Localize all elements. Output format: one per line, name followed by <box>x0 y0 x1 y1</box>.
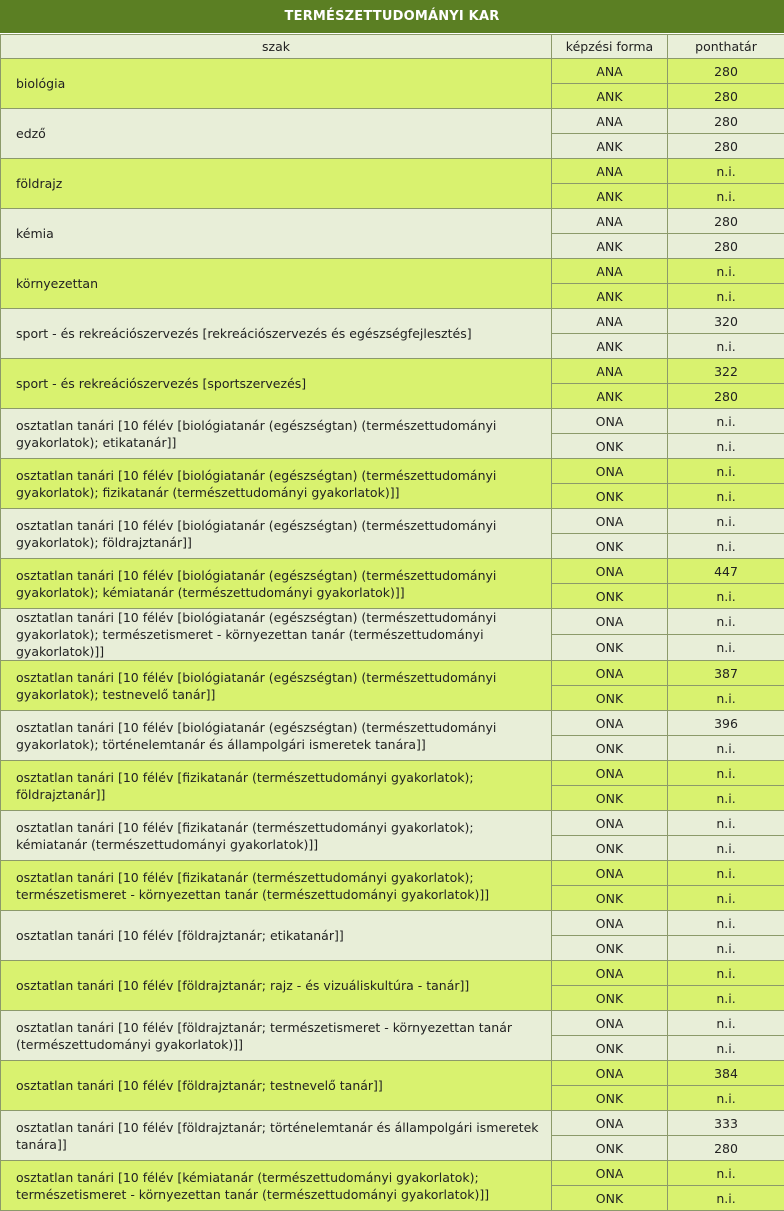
szak-cell: osztatlan tanári [10 félév [földrajztanár; történelemtanár és állampolgári ismeretek tanára]] <box>1 1111 552 1161</box>
szak-cell: osztatlan tanári [10 félév [biológiatanár (egészségtan) (természettudományi gyakorlatok); etikatanár]] <box>1 409 552 459</box>
ponthatar-cell: 280 <box>668 209 784 234</box>
kepzesi-forma-cell: ONA <box>552 961 668 986</box>
table-row <box>1 1061 784 1086</box>
kepzesi-forma-cell: ANK <box>552 384 668 409</box>
kepzesi-forma-cell: ANK <box>552 284 668 309</box>
kepzesi-forma-cell: ONA <box>552 409 668 434</box>
szak-cell: osztatlan tanári [10 félév [biológiatanár (egészségtan) (természettudományi gyakorlatok); természetismeret - környezettan tanár (természettudományi gyakorlatok)]] <box>1 609 552 661</box>
header-row <box>1 35 784 59</box>
szak-cell: osztatlan tanári [10 félév [földrajztanár; testnevelő tanár]] <box>1 1061 552 1111</box>
table-row <box>1 359 784 384</box>
table-row <box>1 459 784 484</box>
table-row <box>1 259 784 284</box>
header-ponthatar: ponthatár <box>668 35 784 59</box>
ponthatar-cell: n.i. <box>668 259 784 284</box>
kepzesi-forma-cell: ANA <box>552 209 668 234</box>
szak-cell: biológia <box>1 59 552 109</box>
ponthatar-cell: n.i. <box>668 961 784 986</box>
ponthatar-cell: n.i. <box>668 1186 784 1211</box>
szak-cell: osztatlan tanári [10 félév [földrajztanár; etikatanár]] <box>1 911 552 961</box>
kepzesi-forma-cell: ONA <box>552 711 668 736</box>
ponthatar-cell: n.i. <box>668 484 784 509</box>
kepzesi-forma-cell: ONK <box>552 1086 668 1111</box>
kepzesi-forma-cell: ONK <box>552 434 668 459</box>
kepzesi-forma-cell: ONK <box>552 686 668 711</box>
kepzesi-forma-cell: ONK <box>552 1136 668 1161</box>
ponthatar-cell: n.i. <box>668 986 784 1011</box>
kepzesi-forma-cell: ONK <box>552 635 668 661</box>
ponthatar-cell: 387 <box>668 661 784 686</box>
table-row <box>1 309 784 334</box>
faculty-title: TERMÉSZETTUDOMÁNYI KAR <box>0 0 784 34</box>
kepzesi-forma-cell: ONA <box>552 459 668 484</box>
kepzesi-forma-cell: ONA <box>552 811 668 836</box>
ponthatar-cell: 280 <box>668 134 784 159</box>
table-row <box>1 761 784 786</box>
ponthatar-cell: n.i. <box>668 459 784 484</box>
ponthatar-cell: n.i. <box>668 284 784 309</box>
ponthatar-cell: n.i. <box>668 635 784 661</box>
table-row <box>1 409 784 434</box>
ponthatar-cell: n.i. <box>668 861 784 886</box>
kepzesi-forma-cell: ONK <box>552 836 668 861</box>
kepzesi-forma-cell: ONK <box>552 986 668 1011</box>
ponthatar-cell: 280 <box>668 59 784 84</box>
ponthatar-cell: n.i. <box>668 811 784 836</box>
kepzesi-forma-cell: ONA <box>552 861 668 886</box>
table-row <box>1 711 784 736</box>
kepzesi-forma-cell: ONK <box>552 936 668 961</box>
szak-cell: osztatlan tanári [10 félév [biológiatanár (egészségtan) (természettudományi gyakorlatok); kémiatanár (természettudományi gyakorlatok)]] <box>1 559 552 609</box>
ponthatar-cell: 280 <box>668 84 784 109</box>
ponthatar-cell: n.i. <box>668 1011 784 1036</box>
szak-cell: osztatlan tanári [10 félév [fizikatanár (természettudományi gyakorlatok); földrajztanár]] <box>1 761 552 811</box>
ponthatar-cell: 280 <box>668 384 784 409</box>
ponthatar-cell: n.i. <box>668 184 784 209</box>
kepzesi-forma-cell: ANK <box>552 134 668 159</box>
szak-cell: környezettan <box>1 259 552 309</box>
ponthatar-cell: n.i. <box>668 584 784 609</box>
table-row <box>1 109 784 134</box>
szak-cell: kémia <box>1 209 552 259</box>
ponthatar-cell: 396 <box>668 711 784 736</box>
table-row <box>1 661 784 686</box>
kepzesi-forma-cell: ONA <box>552 609 668 635</box>
table-row <box>1 609 784 635</box>
table-row <box>1 509 784 534</box>
kepzesi-forma-cell: ONK <box>552 886 668 911</box>
ponthatar-cell: 280 <box>668 109 784 134</box>
ponthatar-cell: n.i. <box>668 761 784 786</box>
kepzesi-forma-cell: ANK <box>552 334 668 359</box>
kepzesi-forma-cell: ONA <box>552 1011 668 1036</box>
ponthatar-cell: n.i. <box>668 609 784 635</box>
table-body <box>1 59 784 1211</box>
szak-cell: osztatlan tanári [10 félév [fizikatanár (természettudományi gyakorlatok); természetismeret - környezettan tanár (természettudományi gyakorlatok)]] <box>1 861 552 911</box>
table-row <box>1 59 784 84</box>
ponthatar-cell: n.i. <box>668 936 784 961</box>
szak-cell: osztatlan tanári [10 félév [biológiatanár (egészségtan) (természettudományi gyakorlatok); földrajztanár]] <box>1 509 552 559</box>
kepzesi-forma-cell: ONK <box>552 534 668 559</box>
table-row <box>1 1161 784 1186</box>
kepzesi-forma-cell: ONK <box>552 1186 668 1211</box>
kepzesi-forma-cell: ONA <box>552 559 668 584</box>
table-row <box>1 1011 784 1036</box>
table-row <box>1 861 784 886</box>
kepzesi-forma-cell: ONK <box>552 1036 668 1061</box>
ponthatar-cell: n.i. <box>668 736 784 761</box>
ponthatar-cell: n.i. <box>668 434 784 459</box>
ponthatar-cell: n.i. <box>668 334 784 359</box>
szak-cell: osztatlan tanári [10 félév [biológiatanár (egészségtan) (természettudományi gyakorlatok); testnevelő tanár]] <box>1 661 552 711</box>
ponthatar-cell: n.i. <box>668 686 784 711</box>
kepzesi-forma-cell: ANA <box>552 109 668 134</box>
szak-cell: osztatlan tanári [10 félév [földrajztanár; természetismeret - környezettan tanár (természettudományi gyakorlatok)]] <box>1 1011 552 1061</box>
kepzesi-forma-cell: ANA <box>552 359 668 384</box>
table-row <box>1 559 784 584</box>
szak-cell: osztatlan tanári [10 félév [biológiatanár (egészségtan) (természettudományi gyakorlatok); fizikatanár (természettudományi gyakorlatok)]] <box>1 459 552 509</box>
szak-cell: osztatlan tanári [10 félév [földrajztanár; rajz - és vizuáliskultúra - tanár]] <box>1 961 552 1011</box>
kepzesi-forma-cell: ONA <box>552 1111 668 1136</box>
header-szak: szak <box>1 35 552 59</box>
ponthatar-cell: 384 <box>668 1061 784 1086</box>
ponthatar-cell: n.i. <box>668 534 784 559</box>
kepzesi-forma-cell: ANK <box>552 84 668 109</box>
kepzesi-forma-cell: ANK <box>552 184 668 209</box>
table-row <box>1 811 784 836</box>
kepzesi-forma-cell: ANA <box>552 59 668 84</box>
ponthatar-cell: n.i. <box>668 1086 784 1111</box>
table-row <box>1 911 784 936</box>
header-kepzesi-forma: képzési forma <box>552 35 668 59</box>
szak-cell: osztatlan tanári [10 félév [kémiatanár (természettudományi gyakorlatok); természetismeret - környezettan tanár (természettudományi gyakorlatok)]] <box>1 1161 552 1211</box>
kepzesi-forma-cell: ONA <box>552 509 668 534</box>
ponthatar-cell: 447 <box>668 559 784 584</box>
kepzesi-forma-cell: ONK <box>552 584 668 609</box>
admission-table <box>0 34 784 1211</box>
kepzesi-forma-cell: ONK <box>552 484 668 509</box>
ponthatar-cell: 333 <box>668 1111 784 1136</box>
ponthatar-cell: n.i. <box>668 159 784 184</box>
szak-cell: sport - és rekreációszervezés [rekreációszervezés és egészségfejlesztés] <box>1 309 552 359</box>
szak-cell: sport - és rekreációszervezés [sportszervezés] <box>1 359 552 409</box>
kepzesi-forma-cell: ONA <box>552 1161 668 1186</box>
szak-cell: földrajz <box>1 159 552 209</box>
szak-cell: osztatlan tanári [10 félév [fizikatanár (természettudományi gyakorlatok); kémiatanár (természettudományi gyakorlatok)]] <box>1 811 552 861</box>
kepzesi-forma-cell: ONK <box>552 786 668 811</box>
table-row <box>1 1111 784 1136</box>
ponthatar-cell: n.i. <box>668 409 784 434</box>
kepzesi-forma-cell: ONA <box>552 1061 668 1086</box>
kepzesi-forma-cell: ANK <box>552 234 668 259</box>
ponthatar-cell: 280 <box>668 1136 784 1161</box>
ponthatar-cell: n.i. <box>668 1161 784 1186</box>
kepzesi-forma-cell: ANA <box>552 259 668 284</box>
kepzesi-forma-cell: ANA <box>552 309 668 334</box>
ponthatar-cell: n.i. <box>668 836 784 861</box>
kepzesi-forma-cell: ONA <box>552 661 668 686</box>
ponthatar-cell: n.i. <box>668 911 784 936</box>
table-row <box>1 209 784 234</box>
ponthatar-cell: n.i. <box>668 886 784 911</box>
ponthatar-cell: n.i. <box>668 509 784 534</box>
szak-cell: edző <box>1 109 552 159</box>
kepzesi-forma-cell: ANA <box>552 159 668 184</box>
ponthatar-cell: n.i. <box>668 786 784 811</box>
kepzesi-forma-cell: ONA <box>552 911 668 936</box>
ponthatar-cell: 322 <box>668 359 784 384</box>
kepzesi-forma-cell: ONK <box>552 736 668 761</box>
ponthatar-cell: 280 <box>668 234 784 259</box>
kepzesi-forma-cell: ONA <box>552 761 668 786</box>
table-row <box>1 159 784 184</box>
ponthatar-cell: 320 <box>668 309 784 334</box>
szak-cell: osztatlan tanári [10 félév [biológiatanár (egészségtan) (természettudományi gyakorlatok); történelemtanár és állampolgári ismeretek tanára]] <box>1 711 552 761</box>
ponthatar-cell: n.i. <box>668 1036 784 1061</box>
table-row <box>1 961 784 986</box>
